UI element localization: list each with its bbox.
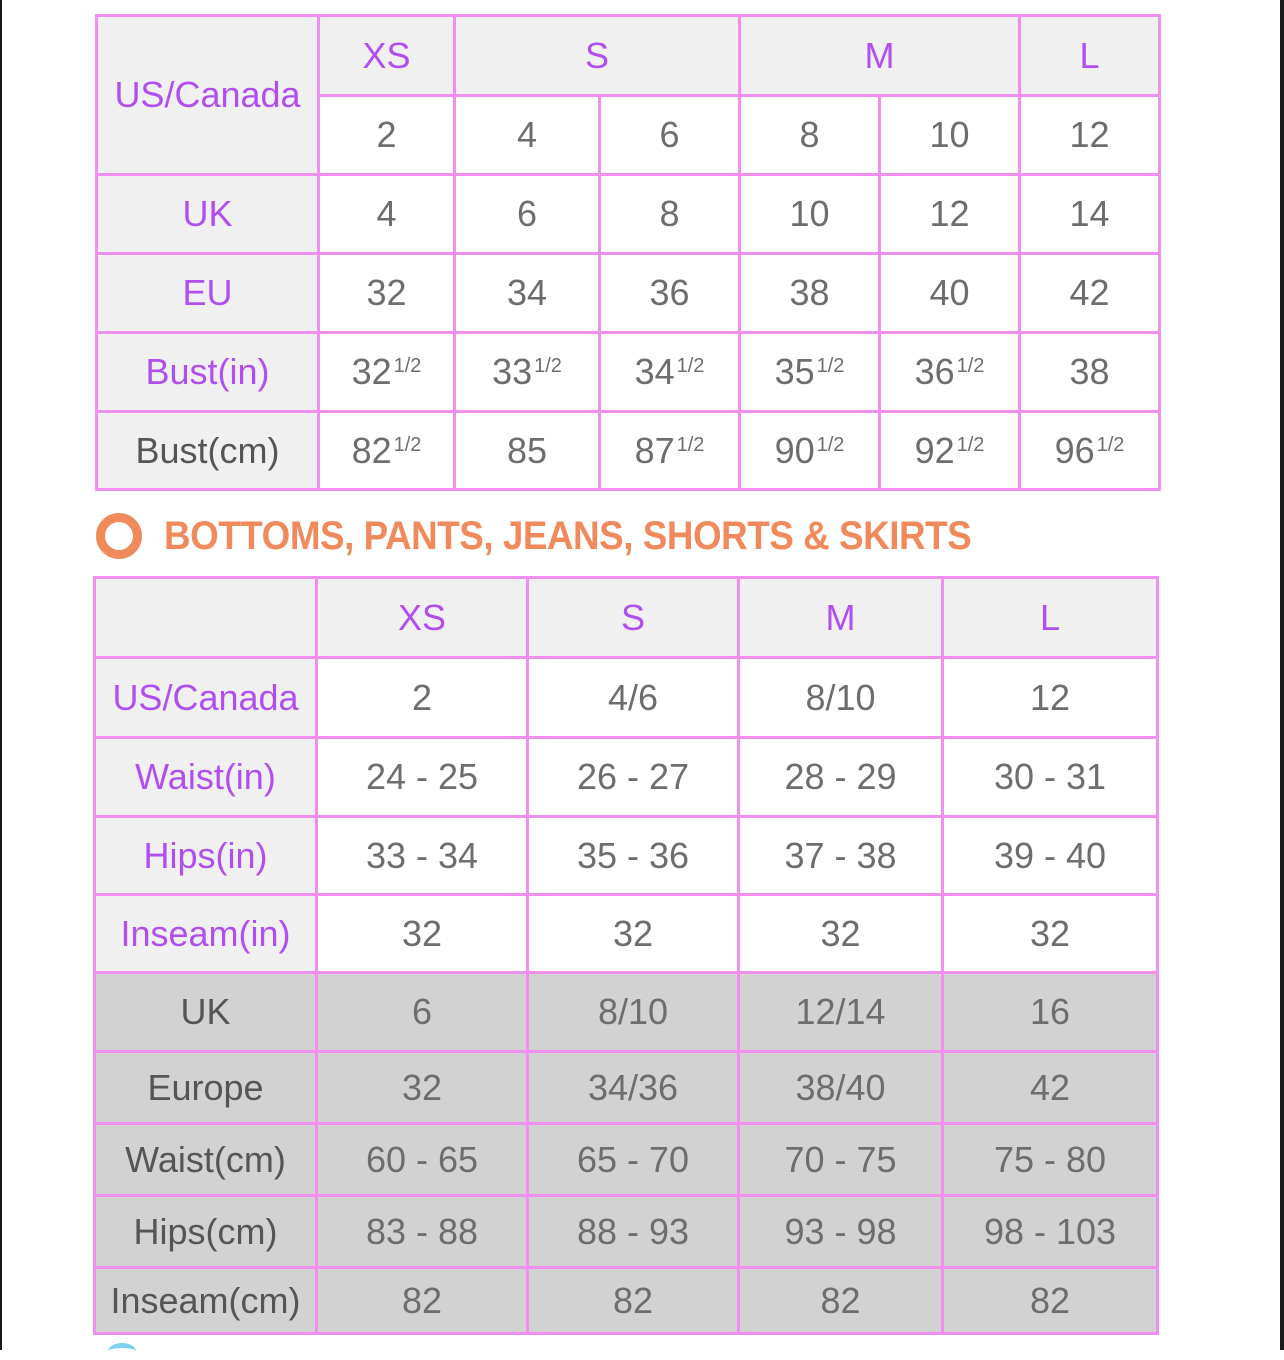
size-value-cell: 24 - 25 (317, 738, 528, 817)
size-value-cell: 32 (317, 895, 528, 973)
size-header-xs: XS (317, 578, 528, 658)
size-value-cell (319, 254, 455, 333)
us-size-cell: 10 (880, 96, 1020, 175)
size-value-cell: 42 (943, 1052, 1158, 1124)
half-fraction: 1/2 (816, 433, 845, 456)
bottoms-section-title: BOTTOMS, PANTS, JEANS, SHORTS & SKIRTS (164, 513, 972, 558)
size-value-cell: 65 - 70 (528, 1124, 739, 1196)
row-label: UK (95, 973, 317, 1052)
size-value-cell (455, 412, 600, 490)
us-size-cell: 6 (600, 96, 740, 175)
cell-value: 36 (649, 272, 690, 313)
size-value-cell: 28 - 29 (739, 738, 943, 817)
size-value-cell: 93 - 98 (739, 1196, 943, 1268)
us-size-cell: 4 (455, 96, 600, 175)
size-value-cell: 2 (317, 658, 528, 738)
size-value-cell (600, 254, 740, 333)
window-edge-left (0, 0, 2, 1350)
table-row (95, 817, 1158, 895)
table-row (95, 1268, 1158, 1334)
row-label: Waist(cm) (95, 1124, 317, 1196)
size-value-cell: 32 (739, 895, 943, 973)
size-value-cell: 4/6 (528, 658, 739, 738)
size-header-l: L (943, 578, 1158, 658)
size-header-s: S (455, 16, 740, 96)
us-size-cell: 12 (1020, 96, 1160, 175)
size-value-cell: 26 - 27 (528, 738, 739, 817)
size-value-cell (1020, 175, 1160, 254)
row-label: Inseam(in) (95, 895, 317, 973)
window-edge-right (1280, 0, 1284, 1350)
size-value-cell: 16 (943, 973, 1158, 1052)
table-row (95, 895, 1158, 973)
half-fraction: 1/2 (534, 355, 562, 377)
half-fraction: 1/2 (956, 355, 985, 377)
size-value-cell (319, 333, 455, 412)
cell-value: 8 (659, 193, 680, 234)
size-value-cell (880, 412, 1020, 490)
size-value-cell (600, 412, 740, 490)
size-value-cell (740, 175, 880, 254)
cell-value: 12 (929, 193, 970, 234)
size-value-cell (455, 254, 600, 333)
size-value-cell: 82 (317, 1268, 528, 1334)
half-fraction: 1/2 (1096, 433, 1125, 456)
row-label: US/Canada (95, 658, 317, 738)
row-label: UK (97, 175, 319, 254)
table-row (95, 1124, 1158, 1196)
table-row (97, 412, 1160, 490)
size-value-cell (880, 254, 1020, 333)
size-value-cell (600, 175, 740, 254)
size-value-cell: 88 - 93 (528, 1196, 739, 1268)
row-label: Hips(in) (95, 817, 317, 895)
table-row (95, 973, 1158, 1052)
half-fraction: 1/2 (676, 433, 705, 456)
size-value-cell: 38/40 (739, 1052, 943, 1124)
cell-value: 96 (1054, 429, 1095, 471)
bottoms-section-heading (96, 506, 1041, 566)
size-value-cell (455, 175, 600, 254)
size-value-cell (1020, 333, 1160, 412)
half-fraction: 1/2 (393, 355, 422, 377)
size-header-l: L (1020, 16, 1160, 96)
cell-value: 33 (492, 351, 533, 392)
size-value-cell (880, 175, 1020, 254)
size-value-cell (740, 254, 880, 333)
table-row (95, 738, 1158, 817)
size-value-cell: 60 - 65 (317, 1124, 528, 1196)
row-label: Bust(cm) (97, 412, 319, 490)
table-row (95, 1196, 1158, 1268)
size-value-cell (319, 175, 455, 254)
size-value-cell: 82 (739, 1268, 943, 1334)
next-section-icon-partial (108, 1343, 136, 1360)
row-label: Europe (95, 1052, 317, 1124)
row-label: EU (97, 254, 319, 333)
size-value-cell: 12/14 (739, 973, 943, 1052)
cell-value: 34 (506, 272, 548, 313)
row-label: Inseam(cm) (95, 1268, 317, 1334)
size-value-cell: 33 - 34 (317, 817, 528, 895)
cell-value: 92 (914, 429, 955, 471)
size-value-cell: 12 (943, 658, 1158, 738)
size-value-cell (880, 333, 1020, 412)
size-value-cell: 8/10 (739, 658, 943, 738)
size-value-cell (1020, 412, 1160, 490)
size-header-xs: XS (319, 16, 455, 96)
tops-size-table (95, 14, 1161, 491)
cell-value: 32 (366, 272, 407, 313)
table-row (97, 254, 1160, 333)
size-value-cell: 34/36 (528, 1052, 739, 1124)
size-value-cell: 39 - 40 (943, 817, 1158, 895)
size-value-cell: 32 (943, 895, 1158, 973)
cell-value: 42 (1069, 272, 1110, 313)
cell-value: 38 (1069, 351, 1110, 392)
half-fraction: 1/2 (956, 433, 985, 456)
size-header-m: M (739, 578, 943, 658)
size-value-cell (1020, 254, 1160, 333)
size-value-cell (740, 412, 880, 490)
size-value-cell: 83 - 88 (317, 1196, 528, 1268)
cell-value: 4 (376, 193, 397, 234)
size-value-cell (600, 333, 740, 412)
cell-value: 38 (789, 272, 830, 313)
table-row (95, 658, 1158, 738)
cell-value: 35 (774, 351, 815, 392)
us-size-cell: 2 (319, 96, 455, 175)
size-value-cell: 75 - 80 (943, 1124, 1158, 1196)
cell-value: 36 (914, 351, 955, 392)
half-fraction: 1/2 (676, 355, 705, 377)
row-label: Waist(in) (95, 738, 317, 817)
size-value-cell (740, 333, 880, 412)
bottoms-size-table (93, 576, 1159, 1335)
cell-value: 87 (634, 429, 675, 471)
size-value-cell: 98 - 103 (943, 1196, 1158, 1268)
half-fraction: 1/2 (393, 433, 422, 456)
size-value-cell: 70 - 75 (739, 1124, 943, 1196)
size-value-cell: 82 (943, 1268, 1158, 1334)
size-value-cell (319, 412, 455, 490)
size-header-s: S (528, 578, 739, 658)
row-label: Bust(in) (97, 333, 319, 412)
size-value-cell: 30 - 31 (943, 738, 1158, 817)
cell-value: 6 (516, 193, 538, 234)
cell-value: 34 (634, 351, 675, 392)
row-label: Hips(cm) (95, 1196, 317, 1268)
us-size-cell: 8 (740, 96, 880, 175)
cell-value: 10 (789, 193, 830, 234)
corner-label-us-canada: US/Canada (97, 16, 319, 175)
size-value-cell (455, 333, 600, 412)
cell-value: 14 (1069, 193, 1110, 234)
size-value-cell: 32 (528, 895, 739, 973)
size-value-cell: 8/10 (528, 973, 739, 1052)
table-row (97, 175, 1160, 254)
cell-value: 85 (506, 429, 548, 471)
size-value-cell: 35 - 36 (528, 817, 739, 895)
size-value-cell: 6 (317, 973, 528, 1052)
size-value-cell: 82 (528, 1268, 739, 1334)
cell-value: 82 (351, 429, 392, 471)
size-header-m: M (740, 16, 1020, 96)
size-value-cell: 32 (317, 1052, 528, 1124)
table-row (95, 1052, 1158, 1124)
cell-value: 32 (351, 351, 392, 392)
half-fraction: 1/2 (816, 355, 845, 377)
cell-value: 90 (774, 429, 815, 471)
table-row (97, 333, 1160, 412)
ring-bullet-icon (96, 513, 142, 559)
cell-value: 40 (929, 272, 970, 313)
corner-empty-cell (95, 578, 317, 658)
size-value-cell: 37 - 38 (739, 817, 943, 895)
